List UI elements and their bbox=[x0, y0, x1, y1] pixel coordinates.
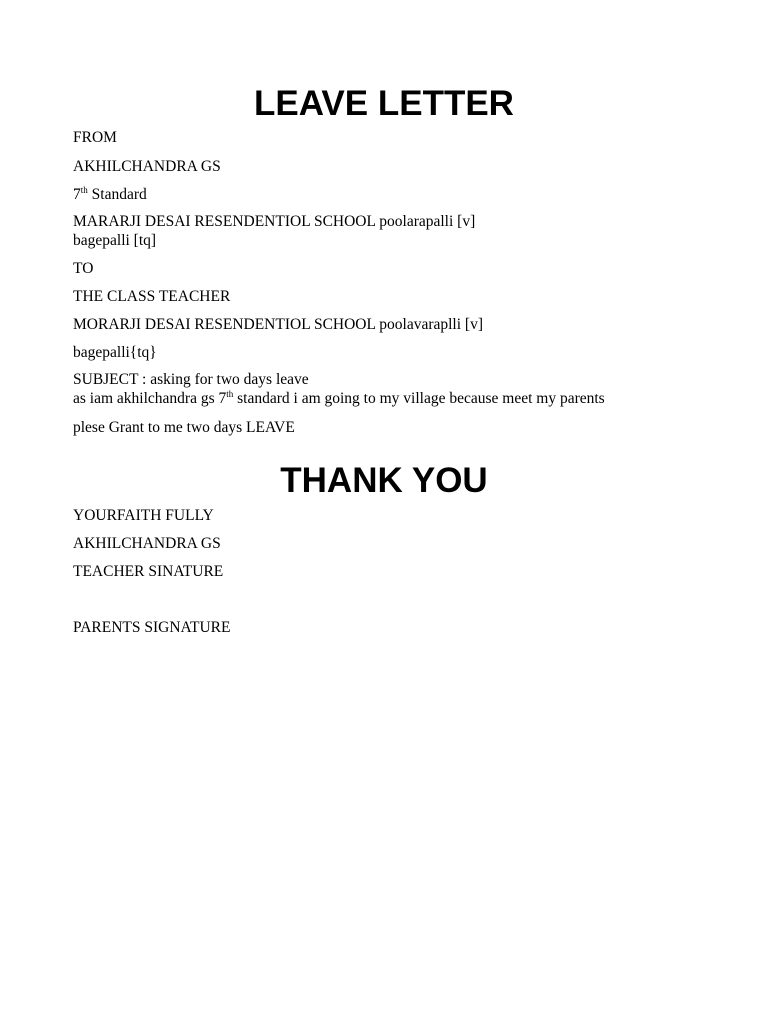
sender-class-ordinal: th bbox=[80, 185, 88, 195]
leave-request: plese Grant to me two days LEAVE bbox=[73, 419, 295, 436]
closing: YOURFAITH FULLY bbox=[73, 507, 214, 524]
closing-name: AKHILCHANDRA GS bbox=[73, 535, 221, 552]
body-text-end: standard i am going to my village because meet my parents bbox=[233, 390, 605, 407]
sender-class-text: Standard bbox=[87, 186, 147, 203]
body-ordinal: th bbox=[226, 389, 234, 399]
sender-school-line1: MARARJI DESAI RESENDENTIOL SCHOOL poolarapalli [v] bbox=[73, 213, 476, 230]
subject-line: SUBJECT : asking for two days leave bbox=[73, 371, 309, 388]
sender-name: AKHILCHANDRA GS bbox=[73, 158, 221, 175]
sender-class bbox=[73, 185, 147, 204]
body-text-start: as iam akhilchandra gs 7 bbox=[73, 390, 227, 407]
letter-title: LEAVE LETTER bbox=[254, 84, 514, 123]
teacher-signature-label: TEACHER SINATURE bbox=[73, 563, 224, 580]
to-label: TO bbox=[73, 260, 94, 277]
recipient: THE CLASS TEACHER bbox=[73, 288, 231, 305]
recipient-taluk: bagepalli{tq} bbox=[73, 344, 157, 361]
thank-you-heading: THANK YOU bbox=[280, 461, 488, 500]
sender-class-number: 7 bbox=[73, 186, 81, 203]
sender-school-line2: bagepalli [tq] bbox=[73, 232, 157, 249]
parents-signature-label: PARENTS SIGNATURE bbox=[73, 619, 231, 636]
from-label: FROM bbox=[73, 129, 117, 146]
recipient-school: MORARJI DESAI RESENDENTIOL SCHOOL poolavaraplli [v] bbox=[73, 316, 483, 333]
letter-body bbox=[73, 389, 605, 408]
